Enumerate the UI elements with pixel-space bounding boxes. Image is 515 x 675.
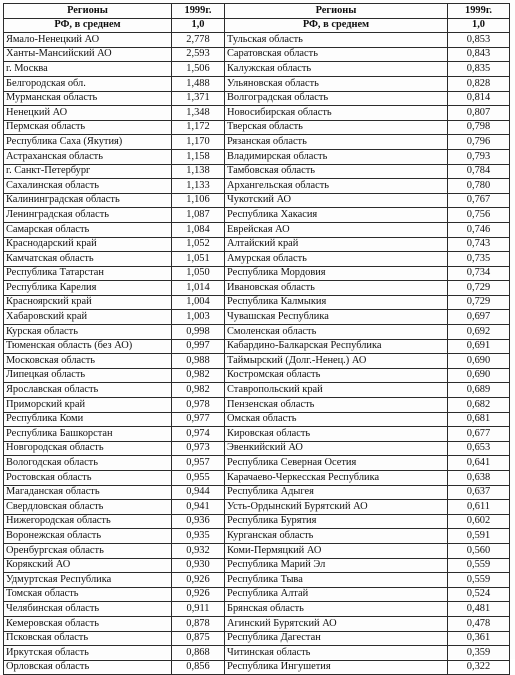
- table-row: [4, 252, 510, 267]
- left-region-cell: Ямало-Ненецкий АО: [4, 33, 172, 48]
- left-value-cell: 1,348: [172, 106, 225, 121]
- table-row: [4, 558, 510, 573]
- table-row: [4, 456, 510, 471]
- left-region-cell: Ярославская область: [4, 383, 172, 398]
- right-region-cell: Тамбовская область: [225, 164, 448, 179]
- right-value-cell: 0,767: [448, 193, 510, 208]
- left-value-cell: 0,930: [172, 558, 225, 573]
- right-region-cell: Республика Алтай: [225, 587, 448, 602]
- table-row: [4, 646, 510, 661]
- table-row: [4, 237, 510, 252]
- right-value-cell: 0,689: [448, 383, 510, 398]
- table-row: [4, 660, 510, 675]
- left-value-cell: 0,973: [172, 441, 225, 456]
- right-region-cell: Таймырский (Долг.-Ненец.) АО: [225, 354, 448, 369]
- right-value-cell: 0,653: [448, 441, 510, 456]
- left-region-cell: Нижегородская область: [4, 514, 172, 529]
- left-value-cell: 0,941: [172, 500, 225, 515]
- left-region-cell: Краснодарский край: [4, 237, 172, 252]
- right-value-cell: 0,560: [448, 543, 510, 558]
- right-region-cell: Республика Марий Эл: [225, 558, 448, 573]
- left-value-cell: 0,875: [172, 631, 225, 646]
- left-region-cell: Челябинская область: [4, 602, 172, 617]
- table-row: [4, 514, 510, 529]
- table-row: [4, 135, 510, 150]
- right-region-cell: Коми-Пермяцкий АО: [225, 543, 448, 558]
- left-region-cell: Магаданская область: [4, 485, 172, 500]
- right-value-cell: 0,322: [448, 660, 510, 675]
- right-value-cell: 0,828: [448, 76, 510, 91]
- left-region-cell: Оренбургская область: [4, 543, 172, 558]
- left-region-cell: Томская область: [4, 587, 172, 602]
- right-average-value: 1,0: [448, 18, 510, 33]
- right-region-cell: Чукотский АО: [225, 193, 448, 208]
- left-region-cell: Хабаровский край: [4, 310, 172, 325]
- right-value-cell: 0,692: [448, 325, 510, 340]
- table-row: [4, 500, 510, 515]
- left-region-cell: Пермская область: [4, 120, 172, 135]
- right-value-cell: 0,734: [448, 266, 510, 281]
- left-value-cell: 2,778: [172, 33, 225, 48]
- right-value-cell: 0,697: [448, 310, 510, 325]
- left-region-cell: Республика Башкорстан: [4, 427, 172, 442]
- left-value-cell: 1,172: [172, 120, 225, 135]
- average-row: [4, 18, 510, 33]
- left-value-cell: 0,926: [172, 573, 225, 588]
- left-region-cell: Кемеровская область: [4, 616, 172, 631]
- table-row: [4, 193, 510, 208]
- right-region-cell: Владимирская область: [225, 149, 448, 164]
- right-region-cell: Читинская область: [225, 646, 448, 661]
- table-row: [4, 310, 510, 325]
- right-value-cell: 0,853: [448, 33, 510, 48]
- right-region-cell: Республика Дагестан: [225, 631, 448, 646]
- right-region-cell: Республика Тыва: [225, 573, 448, 588]
- right-value-cell: 0,637: [448, 485, 510, 500]
- right-region-cell: Смоленская область: [225, 325, 448, 340]
- right-region-cell: Тульская область: [225, 33, 448, 48]
- left-region-cell: г. Москва: [4, 62, 172, 77]
- left-region-cell: Корякский АО: [4, 558, 172, 573]
- left-region-cell: Сахалинская область: [4, 179, 172, 194]
- left-region-cell: Республика Татарстан: [4, 266, 172, 281]
- left-value-cell: 1,371: [172, 91, 225, 106]
- right-region-cell: Республика Северная Осетия: [225, 456, 448, 471]
- right-value-cell: 0,691: [448, 339, 510, 354]
- left-region-cell: Красноярский край: [4, 295, 172, 310]
- right-region-cell: Чувашская Республика: [225, 310, 448, 325]
- right-region-cell: Рязанская область: [225, 135, 448, 150]
- right-region-cell: Калужская область: [225, 62, 448, 77]
- left-value-cell: 1,488: [172, 76, 225, 91]
- right-value-cell: 0,793: [448, 149, 510, 164]
- right-region-cell: Волгоградская область: [225, 91, 448, 106]
- left-region-header: Регионы: [4, 4, 172, 19]
- left-average-label: РФ, в среднем: [4, 18, 172, 33]
- right-region-cell: Амурская область: [225, 252, 448, 267]
- table-row: [4, 325, 510, 340]
- left-region-cell: Липецкая область: [4, 368, 172, 383]
- table-row: [4, 62, 510, 77]
- table-row: [4, 485, 510, 500]
- left-value-cell: 2,593: [172, 47, 225, 62]
- right-region-cell: Карачаево-Черкесская Республика: [225, 471, 448, 486]
- left-value-cell: 1,170: [172, 135, 225, 150]
- left-value-cell: 0,974: [172, 427, 225, 442]
- right-region-cell: Агинский Бурятский АО: [225, 616, 448, 631]
- right-region-cell: Ивановская область: [225, 281, 448, 296]
- right-value-cell: 0,796: [448, 135, 510, 150]
- right-value-cell: 0,735: [448, 252, 510, 267]
- left-value-cell: 0,878: [172, 616, 225, 631]
- left-value-cell: 0,998: [172, 325, 225, 340]
- right-region-cell: Ставропольский край: [225, 383, 448, 398]
- left-region-cell: Республика Карелия: [4, 281, 172, 296]
- left-value-cell: 0,926: [172, 587, 225, 602]
- left-value-cell: 1,087: [172, 208, 225, 223]
- right-average-label: РФ, в среднем: [225, 18, 448, 33]
- right-value-cell: 0,359: [448, 646, 510, 661]
- right-region-cell: Еврейская АО: [225, 222, 448, 237]
- left-value-cell: 0,932: [172, 543, 225, 558]
- left-value-cell: 1,050: [172, 266, 225, 281]
- right-value-cell: 0,559: [448, 558, 510, 573]
- left-region-cell: Новгородская область: [4, 441, 172, 456]
- right-value-cell: 0,835: [448, 62, 510, 77]
- left-value-cell: 0,955: [172, 471, 225, 486]
- left-region-cell: Тюменская область (без АО): [4, 339, 172, 354]
- left-region-cell: Иркутская область: [4, 646, 172, 661]
- right-value-cell: 0,690: [448, 368, 510, 383]
- left-region-cell: Ленинградская область: [4, 208, 172, 223]
- right-region-cell: Брянская область: [225, 602, 448, 617]
- left-value-cell: 0,957: [172, 456, 225, 471]
- table-row: [4, 471, 510, 486]
- left-value-cell: 0,936: [172, 514, 225, 529]
- left-region-cell: Ханты-Мансийский АО: [4, 47, 172, 62]
- left-region-cell: Ненецкий АО: [4, 106, 172, 121]
- table-row: [4, 208, 510, 223]
- right-region-cell: Костромская область: [225, 368, 448, 383]
- right-value-cell: 0,746: [448, 222, 510, 237]
- table-row: [4, 164, 510, 179]
- left-value-cell: 0,997: [172, 339, 225, 354]
- table-row: [4, 368, 510, 383]
- left-region-cell: Вологодская область: [4, 456, 172, 471]
- right-region-cell: Курганская область: [225, 529, 448, 544]
- left-region-cell: Самарская область: [4, 222, 172, 237]
- table-row: [4, 266, 510, 281]
- left-value-cell: 1,003: [172, 310, 225, 325]
- right-value-cell: 0,729: [448, 281, 510, 296]
- right-value-cell: 0,780: [448, 179, 510, 194]
- right-region-cell: Ульяновская область: [225, 76, 448, 91]
- table-row: [4, 354, 510, 369]
- left-region-cell: Свердловская область: [4, 500, 172, 515]
- right-region-cell: Усть-Ордынский Бурятский АО: [225, 500, 448, 515]
- left-region-cell: Мурманская область: [4, 91, 172, 106]
- table-row: [4, 149, 510, 164]
- left-region-cell: Белгородская обл.: [4, 76, 172, 91]
- table-row: [4, 295, 510, 310]
- left-value-cell: 1,133: [172, 179, 225, 194]
- table-row: [4, 587, 510, 602]
- right-value-cell: 0,559: [448, 573, 510, 588]
- left-value-cell: 1,014: [172, 281, 225, 296]
- left-region-cell: г. Санкт-Петербург: [4, 164, 172, 179]
- left-region-cell: Республика Саха (Якутия): [4, 135, 172, 150]
- left-region-cell: Приморский край: [4, 398, 172, 413]
- right-region-cell: Омская область: [225, 412, 448, 427]
- table-row: [4, 573, 510, 588]
- table-row: [4, 441, 510, 456]
- header-row: [4, 4, 510, 19]
- right-value-cell: 0,807: [448, 106, 510, 121]
- left-region-cell: Курская область: [4, 325, 172, 340]
- left-region-cell: Удмуртская Республика: [4, 573, 172, 588]
- left-value-cell: 0,982: [172, 368, 225, 383]
- left-value-cell: 0,868: [172, 646, 225, 661]
- table-row: [4, 398, 510, 413]
- right-region-cell: Республика Калмыкия: [225, 295, 448, 310]
- right-value-cell: 0,361: [448, 631, 510, 646]
- left-year-header: 1999г.: [172, 4, 225, 19]
- right-value-cell: 0,602: [448, 514, 510, 529]
- right-value-cell: 0,690: [448, 354, 510, 369]
- table-row: [4, 427, 510, 442]
- right-value-cell: 0,611: [448, 500, 510, 515]
- table-row: [4, 47, 510, 62]
- left-value-cell: 0,977: [172, 412, 225, 427]
- right-value-cell: 0,843: [448, 47, 510, 62]
- table-row: [4, 76, 510, 91]
- right-value-cell: 0,641: [448, 456, 510, 471]
- right-value-cell: 0,524: [448, 587, 510, 602]
- left-value-cell: 1,004: [172, 295, 225, 310]
- left-region-cell: Камчатская область: [4, 252, 172, 267]
- table-row: [4, 543, 510, 558]
- right-region-cell: Пензенская область: [225, 398, 448, 413]
- left-region-cell: Астраханская область: [4, 149, 172, 164]
- regions-table-body: [4, 4, 510, 675]
- left-region-cell: Орловская область: [4, 660, 172, 675]
- left-value-cell: 1,506: [172, 62, 225, 77]
- table-row: [4, 529, 510, 544]
- left-region-cell: Псковская область: [4, 631, 172, 646]
- left-region-cell: Республика Коми: [4, 412, 172, 427]
- left-value-cell: 0,935: [172, 529, 225, 544]
- table-row: [4, 616, 510, 631]
- table-row: [4, 412, 510, 427]
- table-row: [4, 383, 510, 398]
- right-region-cell: Эвенкийский АО: [225, 441, 448, 456]
- right-region-cell: Тверская область: [225, 120, 448, 135]
- left-region-cell: Калининградская область: [4, 193, 172, 208]
- table-row: [4, 631, 510, 646]
- right-region-cell: Республика Ингушетия: [225, 660, 448, 675]
- right-region-cell: Кабардино-Балкарская Республика: [225, 339, 448, 354]
- right-region-cell: Республика Адыгея: [225, 485, 448, 500]
- right-region-cell: Новосибирская область: [225, 106, 448, 121]
- right-value-cell: 0,677: [448, 427, 510, 442]
- right-region-cell: Алтайский край: [225, 237, 448, 252]
- right-value-cell: 0,638: [448, 471, 510, 486]
- table-row: [4, 120, 510, 135]
- right-value-cell: 0,756: [448, 208, 510, 223]
- right-value-cell: 0,481: [448, 602, 510, 617]
- right-region-header: Регионы: [225, 4, 448, 19]
- right-value-cell: 0,682: [448, 398, 510, 413]
- left-region-cell: Московская область: [4, 354, 172, 369]
- left-value-cell: 1,084: [172, 222, 225, 237]
- table-row: [4, 179, 510, 194]
- regions-table: [3, 3, 510, 675]
- table-row: [4, 33, 510, 48]
- right-region-cell: Республика Мордовия: [225, 266, 448, 281]
- table-row: [4, 602, 510, 617]
- right-value-cell: 0,743: [448, 237, 510, 252]
- left-value-cell: 0,988: [172, 354, 225, 369]
- right-region-cell: Саратовская область: [225, 47, 448, 62]
- right-region-cell: Архангельская область: [225, 179, 448, 194]
- left-value-cell: 0,856: [172, 660, 225, 675]
- left-value-cell: 0,982: [172, 383, 225, 398]
- right-region-cell: Кировская область: [225, 427, 448, 442]
- right-value-cell: 0,681: [448, 412, 510, 427]
- left-value-cell: 1,052: [172, 237, 225, 252]
- table-row: [4, 339, 510, 354]
- right-year-header: 1999г.: [448, 4, 510, 19]
- left-value-cell: 1,106: [172, 193, 225, 208]
- left-region-cell: Воронежская область: [4, 529, 172, 544]
- left-value-cell: 1,158: [172, 149, 225, 164]
- left-region-cell: Ростовская область: [4, 471, 172, 486]
- table-row: [4, 222, 510, 237]
- left-value-cell: 0,978: [172, 398, 225, 413]
- left-value-cell: 0,911: [172, 602, 225, 617]
- right-region-cell: Республика Хакасия: [225, 208, 448, 223]
- right-value-cell: 0,798: [448, 120, 510, 135]
- table-row: [4, 91, 510, 106]
- left-value-cell: 1,138: [172, 164, 225, 179]
- table-row: [4, 106, 510, 121]
- left-value-cell: 0,944: [172, 485, 225, 500]
- right-region-cell: Республика Бурятия: [225, 514, 448, 529]
- left-value-cell: 1,051: [172, 252, 225, 267]
- right-value-cell: 0,729: [448, 295, 510, 310]
- right-value-cell: 0,478: [448, 616, 510, 631]
- right-value-cell: 0,814: [448, 91, 510, 106]
- right-value-cell: 0,784: [448, 164, 510, 179]
- right-value-cell: 0,591: [448, 529, 510, 544]
- table-row: [4, 281, 510, 296]
- left-average-value: 1,0: [172, 18, 225, 33]
